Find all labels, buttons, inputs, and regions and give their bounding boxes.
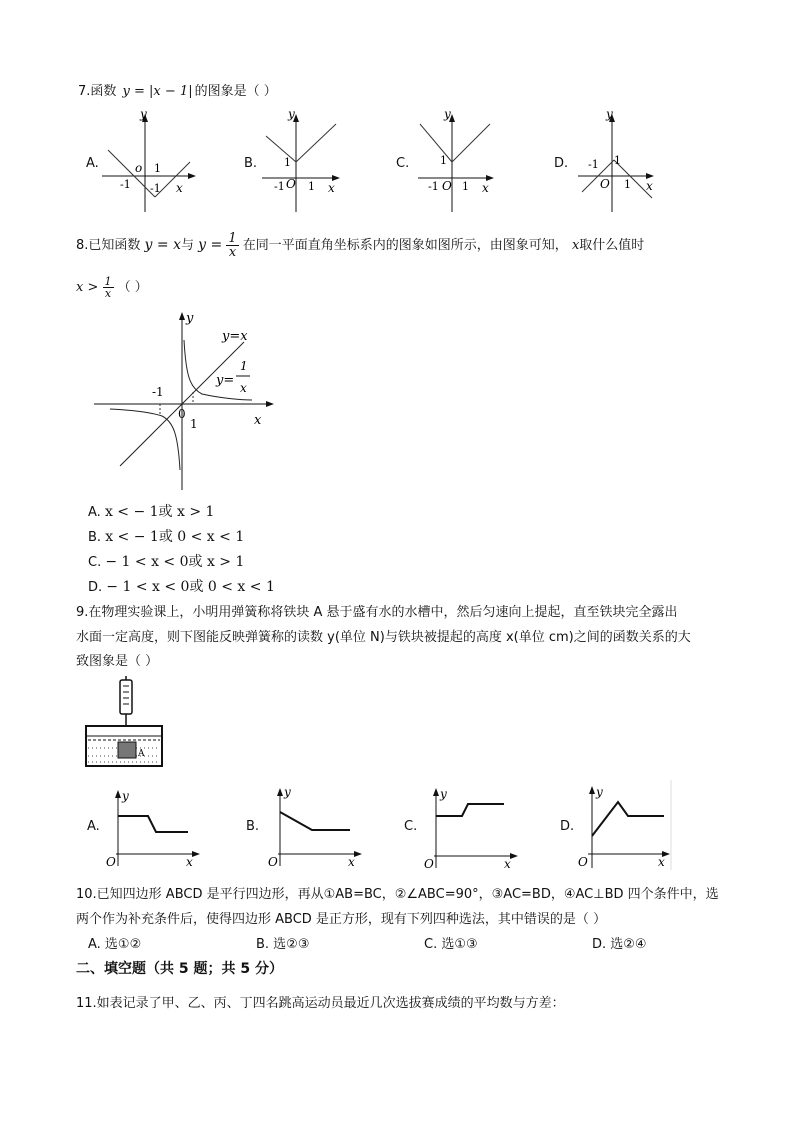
q8-ineq-frac	[103, 276, 114, 299]
q7-stem-suffix: 的图象是（ ）	[194, 84, 277, 99]
q8-option-c	[88, 551, 244, 571]
q7d-origin: O	[600, 177, 610, 191]
q7-option-d-label: D.	[554, 156, 569, 171]
q7d-tick-1-x: 1	[624, 178, 631, 191]
q8-option-c-label: C.	[88, 555, 102, 570]
q8-graph	[90, 306, 280, 492]
q9a-axis-x: x	[186, 855, 193, 868]
q9a-origin: O	[106, 855, 116, 868]
q9b-origin: O	[268, 855, 278, 868]
q8-stem-b: 与	[180, 238, 194, 253]
q7-stem	[78, 80, 277, 99]
q10-option-c: C. 选①③	[424, 937, 478, 952]
q7c-tick-1-x: 1	[462, 180, 469, 193]
q8-stem-line1	[76, 232, 644, 259]
q8-tick-neg1: -1	[152, 385, 164, 399]
q8-func2-den: x	[228, 245, 237, 260]
q8-stem-e: （ ）	[117, 280, 148, 295]
q7a-axis-x: x	[176, 181, 183, 195]
q7a-tick-1: 1	[154, 162, 161, 175]
q7-stem-prefix: 7.函数	[78, 84, 117, 99]
q9-option-b-label: B.	[246, 819, 260, 834]
q8-stem-a: 8.已知函数	[76, 238, 141, 253]
q7a-tick-neg1-y: -1	[150, 182, 161, 195]
q9-stem-line3: 致图象是（ ）	[76, 654, 159, 669]
q8-ineq-num: 1	[104, 275, 112, 288]
section2-title: 二、填空题（共 5 题；共 5 分）	[76, 961, 283, 977]
q8-func1: y = x	[144, 237, 181, 253]
q8-option-b-text: x < − 1或 0 < x < 1	[105, 529, 245, 545]
q8-stem-line2	[76, 276, 148, 299]
q7b-tick-1-y: 1	[284, 156, 291, 169]
q7-option-b-label: B.	[244, 156, 258, 171]
q8-axis-y: y	[186, 311, 194, 326]
q9d-axis-x: x	[658, 855, 665, 869]
q8-label-den: x	[240, 381, 247, 395]
q8-ineq-den: x	[104, 287, 112, 300]
q9c-axis-x: x	[504, 857, 511, 870]
q7b-tick-1-x: 1	[308, 180, 315, 193]
q8-label-y1: y=	[216, 373, 235, 388]
q9c-origin: O	[424, 857, 434, 870]
q9-block-label: A	[138, 749, 145, 759]
q8-func2-num: 1	[228, 231, 237, 246]
q8-func2-frac	[226, 232, 238, 259]
q9d-axis-y: y	[596, 785, 603, 799]
q7b-axis-y: y	[288, 107, 295, 121]
q8-origin: 0	[178, 407, 186, 421]
q7-option-c-label: C.	[396, 156, 410, 171]
q7-formula: y = |x − 1|	[122, 84, 193, 99]
q9-graph-d	[576, 780, 676, 870]
q7-option-a-label: A.	[86, 156, 99, 171]
q7a-origin: o	[135, 161, 143, 175]
q9d-origin: O	[578, 855, 588, 869]
q8-func2-lhs: y =	[198, 237, 223, 253]
q8-option-b-label: B.	[88, 530, 102, 545]
q7b-tick-neg1: -1	[274, 180, 285, 193]
q7c-tick-neg1: -1	[428, 180, 439, 193]
q7b-origin: O	[286, 177, 296, 191]
q8-tick-1: 1	[190, 417, 198, 431]
q8-option-d-label: D.	[88, 580, 103, 595]
q8-option-c-text: − 1 < x < 0或 x > 1	[105, 554, 245, 570]
q7-graph-b	[258, 104, 368, 216]
q7a-axis-y: y	[140, 107, 147, 121]
q7-graph-d	[570, 104, 680, 216]
q9-graph-a	[102, 786, 202, 868]
q8-stem-c: 在同一平面直角坐标系内的图象如图所示，由图象可知，	[242, 238, 568, 253]
q9-option-c-label: C.	[404, 819, 418, 834]
q7c-tick-1-y: 1	[440, 154, 447, 167]
q8-option-a-text: x < − 1或 x > 1	[104, 504, 215, 520]
q8-option-a	[88, 501, 214, 521]
q9-option-a-label: A.	[87, 819, 100, 834]
q7-graph-c	[412, 104, 522, 216]
q7-graph-a	[100, 104, 210, 216]
q9-graph-b	[264, 784, 364, 868]
q8-var-x: x	[571, 238, 580, 253]
q8-option-b	[88, 526, 244, 546]
q8-label-num: 1	[240, 359, 248, 373]
q7c-origin: O	[442, 179, 452, 193]
q9-stem-line2: 水面一定高度，则下图能反映弹簧称的读数 y(单位 N)与铁块被提起的高度 x(单位 cm)之间的函数关系的大	[76, 630, 691, 645]
q8-axis-x: x	[254, 413, 262, 428]
q10-option-a: A. 选①②	[88, 937, 142, 952]
q9-apparatus	[84, 676, 164, 768]
q7b-axis-x: x	[328, 181, 335, 195]
q9b-axis-y: y	[284, 785, 291, 799]
q7a-tick-neg1-x: -1	[120, 178, 131, 191]
q8-option-d-text: − 1 < x < 0或 0 < x < 1	[106, 579, 275, 595]
q7d-axis-y: y	[606, 107, 613, 121]
q9a-axis-y: y	[122, 789, 129, 803]
q7c-axis-x: x	[482, 181, 489, 195]
q9-stem-line1: 9.在物理实验课上，小明用弹簧称将铁块 A 悬于盛有水的水槽中，然后匀速向上提起，直至铁块完全露出	[76, 605, 678, 620]
q8-option-d	[88, 576, 275, 596]
q8-option-a-label: A.	[88, 505, 101, 520]
q10-option-b: B. 选②③	[256, 937, 310, 952]
q7d-axis-x: x	[646, 179, 653, 193]
q9-option-d-label: D.	[560, 819, 575, 834]
q9c-axis-y: y	[440, 787, 447, 801]
q10-stem-line1: 10.已知四边形 ABCD 是平行四边形，再从①AB=BC，②∠ABC=90°，③AC=BD，④AC⊥BD 四个条件中，选	[76, 887, 719, 902]
q10-stem-line2: 两个作为补充条件后，使得四边形 ABCD 是正方形，现有下列四种选法，其中错误的是（ ）	[76, 912, 607, 927]
q7d-tick-neg1: -1	[588, 158, 599, 171]
q8-label-yx: y=x	[222, 329, 248, 344]
q9-graph-c	[420, 784, 520, 870]
q11-stem: 11.如表记录了甲、乙、丙、丁四名跳高运动员最近几次选拔赛成绩的平均数与方差：	[76, 996, 565, 1011]
q9b-axis-x: x	[348, 855, 355, 868]
q8-ineq-lhs: x >	[76, 280, 99, 295]
q10-option-d: D. 选②④	[592, 937, 647, 952]
q7d-tick-1-y: 1	[614, 154, 621, 167]
q8-stem-d: 取什么值时	[579, 238, 645, 253]
q7c-axis-y: y	[444, 107, 451, 121]
